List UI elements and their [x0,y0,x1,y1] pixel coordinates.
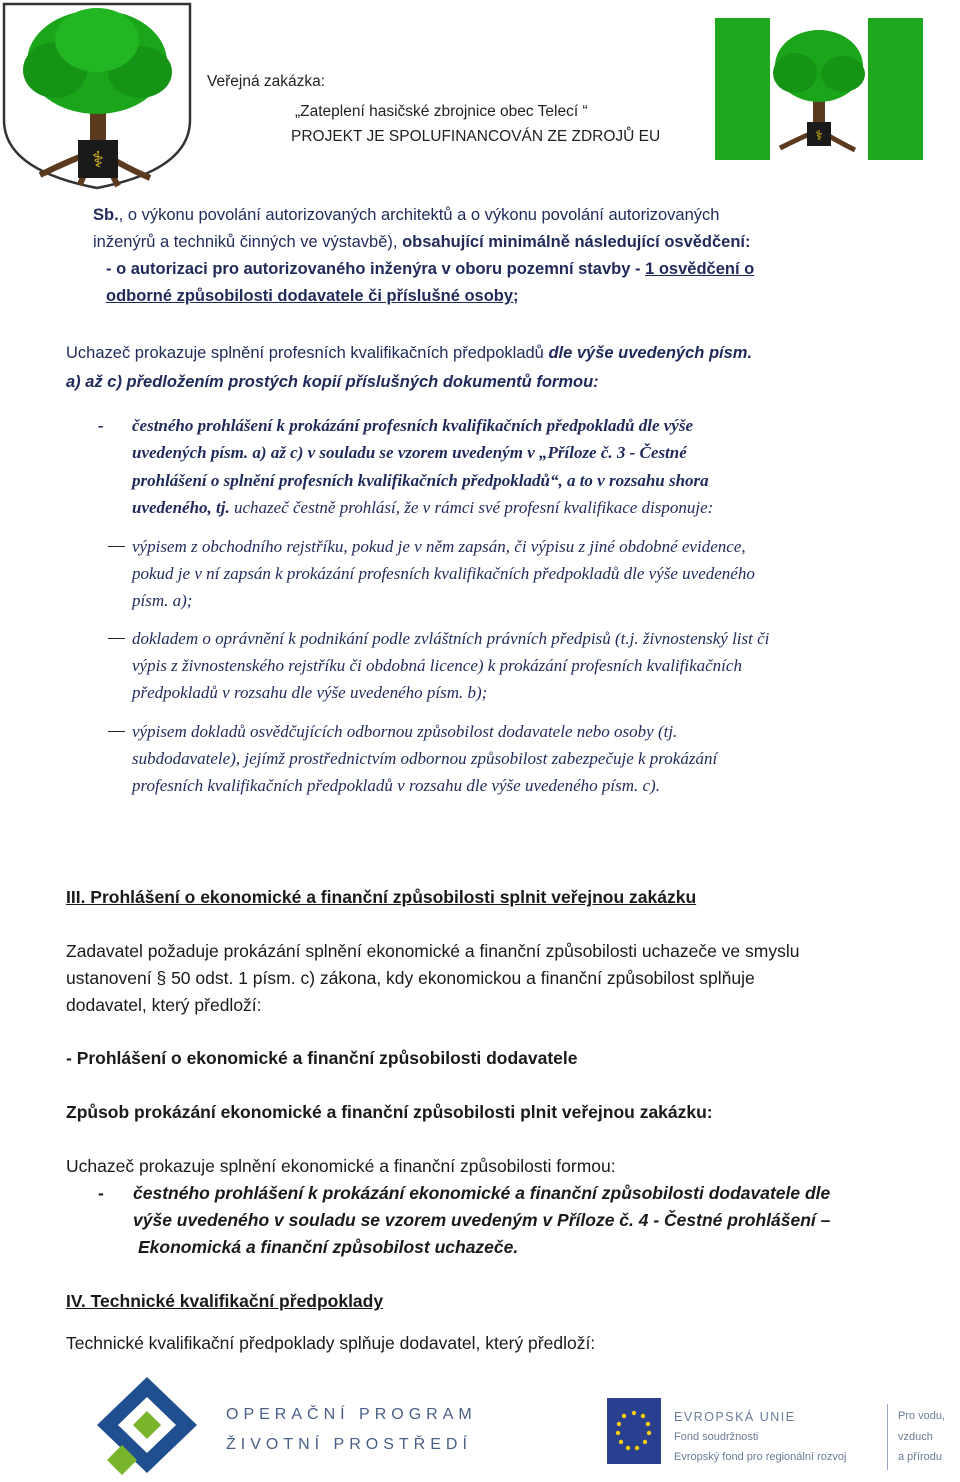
paragraph-line: Ekonomická a finanční způsobilost uchazeče. [138,1237,519,1257]
em-dash-bullet [108,546,125,547]
paragraph-line: předpokladů v rozsahu dle výše uvedeného písm. b); [132,683,488,702]
op-zp-logo [92,1375,202,1475]
eu-title: EVROPSKÁ UNIE [674,1410,796,1424]
em-dash-bullet [108,731,125,732]
sb-abbrev: Sb. [93,206,119,224]
paragraph-line [93,229,751,255]
text-run: Uchazeč prokazuje splnění profesních kvalifikačních předpokladů [66,344,549,362]
slogan-line1: Pro vodu, [898,1410,946,1422]
text-run-underlined: 1 osvědčení o [645,260,755,278]
header-label: Veřejná zakázka: [207,73,326,90]
paragraph-line: výpis z živnostenského rejstříku či obdobná licence) k prokázání profesních kvalifikačních [132,656,742,675]
paragraph-line: subdodavatele), jejímž prostřednictvím odbornou způsobilost zabezpečuje k prokázání [132,749,718,768]
paragraph-line: a) až c) předložením prostých kopií příslušných dokumentů formou: [66,373,599,391]
paragraph-line: prohlášení o splnění profesních kvalifikačních předpokladů“, a to v rozsahu shora [132,471,709,490]
paragraph-line: výpisem dokladů osvědčujících odbornou způsobilost dodavatele nebo osoby (tj. [132,722,678,741]
bullet-dash: - [98,416,104,435]
paragraph-line: čestného prohlášení k prokázání profesních kvalifikačních předpokladů dle výše [132,416,693,435]
header-project-name: „Zateplení hasičské zbrojnice obec Telecí “ [295,103,588,120]
text-run-bold-italic: dle výše uvedených písm. [548,344,753,362]
text-run: uchazeč čestně prohlásí, že v rámci své profesní kvalifikace disponuje: [234,498,714,517]
text-run: inženýrů a techniků činných ve výstavbě), [93,233,403,251]
header-eu-cofinance: PROJEKT JE SPOLUFINANCOVÁN ZE ZDROJŮ EU [291,128,661,145]
slogan-line2: vzduch [898,1431,933,1443]
paragraph-line: dodavatel, který předloží: [66,995,262,1015]
bullet-dash: - [98,1183,104,1203]
section-heading: IV. Technické kvalifikační předpoklady [66,1291,384,1311]
text-run: - o autorizaci pro autorizovaného inženýra v oboru pozemní stavby - [106,260,646,278]
footer-divider [887,1404,888,1470]
svg-text:⚕: ⚕ [92,148,104,173]
subheading: Způsob prokázání ekonomické a finanční způsobilosti plnit veřejnou zakázku: [66,1102,713,1122]
paragraph-line: Zadavatel požaduje prokázání splnění ekonomické a finanční způsobilosti uchazeče ve smyslu [66,941,800,961]
paragraph-line [132,495,713,521]
paragraph-line: písm. a); [132,591,193,610]
eu-erdf: Evropský fond pro regionální rozvoj [674,1451,847,1463]
paragraph-line: čestného prohlášení k prokázání ekonomické a finanční způsobilosti dodavatele dle [133,1183,831,1203]
paragraph-line: Uchazeč prokazuje splnění ekonomické a finanční způsobilosti formou: [66,1156,616,1176]
paragraph-line [106,256,754,282]
text-run: , o výkonu povolání autorizovaných architektů a o výkonu povolání autorizovaných [118,206,720,224]
paragraph-line: profesních kvalifikačních předpokladů v rozsahu dle výše uvedeného písm. c). [132,776,660,795]
paragraph-line: odborné způsobilosti dodavatele či příslušné osoby; [106,287,519,305]
paragraph-line: dokladem o oprávnění k podnikání podle zvláštních právních předpisů (t.j. živnostenský list či [132,629,770,648]
paragraph-line: pokud je v ní zapsán k prokázání profesních kvalifikačních předpokladů dle výše uvedeného [132,564,755,583]
paragraph-line [93,202,719,228]
list-item: - Prohlášení o ekonomické a finanční způsobilosti dodavatele [66,1048,578,1068]
em-dash-bullet [108,638,125,639]
municipal-crest-logo [0,0,194,190]
op-title-line2: ŽIVOTNÍ PROSTŘEDÍ [226,1436,472,1453]
op-title-line1: OPERAČNÍ PROGRAM [226,1406,477,1423]
eu-flag-icon [607,1398,661,1464]
text-run-bold: obsahující minimálně následující osvědčení: [402,233,751,251]
paragraph-line: výše uvedeného v souladu se vzorem uvedeným v Příloze č. 4 - Čestné prohlášení – [133,1210,831,1230]
paragraph-line: uvedených písm. a) až c) v souladu se vzorem uvedeným v „Příloze č. 3 - Čestné [132,443,687,462]
text-run-bold: uvedeného, tj. [132,498,234,517]
eu-cohesion-fund: Fond soudržnosti [674,1431,759,1443]
paragraph-line: výpisem z obchodního rejstříku, pokud je v něm zapsán, či výpisu z jiné obdobné evidence, [132,537,746,556]
svg-text:⚕: ⚕ [815,128,823,144]
slogan-line3: a přírodu [898,1451,943,1463]
municipal-flag-logo [715,18,923,160]
section-heading: III. Prohlášení o ekonomické a finanční způsobilosti splnit veřejnou zakázku [66,887,697,907]
paragraph-line [66,340,752,366]
paragraph-line: Technické kvalifikační předpoklady splňuje dodavatel, který předloží: [66,1333,596,1353]
paragraph-line: ustanovení § 50 odst. 1 písm. c) zákona, kdy ekonomickou a finanční způsobilost splňuje [66,968,755,988]
